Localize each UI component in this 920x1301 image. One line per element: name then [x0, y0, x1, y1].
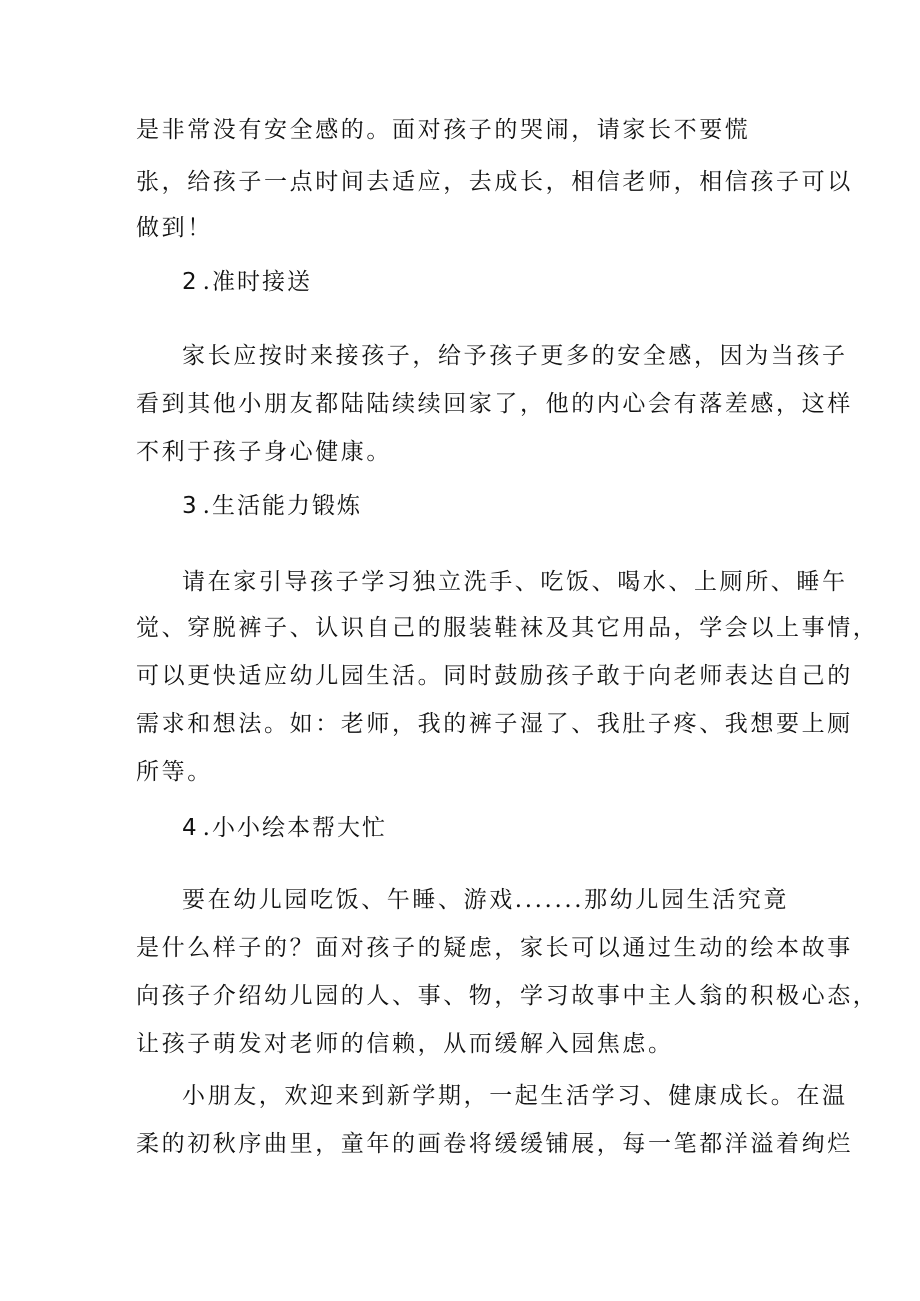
paragraph-line: 看到其他小朋友都陆陆续续回家了，他的内心会有落差感，这样: [136, 391, 853, 417]
paragraph-line: 是什么样子的？面对孩子的疑虑，家长可以通过生动的绘本故事: [136, 935, 853, 961]
section-title: .准时接送: [202, 269, 312, 295]
section-heading-2: [182, 262, 862, 302]
paragraph-line: 张，给孩子一点时间去适应，去成长，相信老师，相信孩子可以: [136, 169, 853, 195]
paragraph-line: 柔的初秋序曲里，童年的画卷将缓缓铺展，每一笔都洋溢着绚烂: [136, 1131, 853, 1157]
paragraph-line: 所等。: [136, 759, 213, 785]
paragraph-line: 不利于孩子身心健康。: [136, 439, 392, 465]
paragraph-line: 让孩子萌发对老师的信赖，从而缓解入园焦虑。: [136, 1031, 674, 1057]
paragraph-line: 是非常没有安全感的。面对孩子的哭闹，请家长不要慌: [136, 117, 751, 143]
section-heading-4: [182, 808, 862, 848]
section-title: .生活能力锻炼: [202, 493, 362, 519]
paragraph-line: 需求和想法。如：老师，我的裤子湿了、我肚子疼、我想要上厕: [136, 711, 853, 737]
paragraph-line: 觉、穿脱裤子、认识自己的服装鞋袜及其它用品，学会以上事情，: [136, 615, 879, 641]
section-number: 3: [182, 493, 197, 519]
paragraph-line: 请在家引导孩子学习独立洗手、吃饭、喝水、上厕所、睡午: [182, 569, 848, 595]
paragraph-line: 小朋友，欢迎来到新学期，一起生活学习、健康成长。在温: [182, 1083, 848, 1109]
section-number: 4: [182, 815, 197, 841]
paragraph-line: 向孩子介绍幼儿园的人、事、物，学习故事中主人翁的积极心态，: [136, 983, 879, 1009]
section-heading-3: [182, 486, 862, 526]
paragraph-line: 可以更快适应幼儿园生活。同时鼓励孩子敢于向老师表达自己的: [136, 663, 853, 689]
section-number: 2: [182, 269, 197, 295]
paragraph-line: 家长应按时来接孩子，给予孩子更多的安全感，因为当孩子: [182, 343, 848, 369]
section-title: .小小绘本帮大忙: [202, 815, 387, 841]
paragraph-line: 做到！: [136, 215, 213, 241]
paragraph-line: 要在幼儿园吃饭、午睡、游戏.......那幼儿园生活究竟: [182, 887, 789, 913]
